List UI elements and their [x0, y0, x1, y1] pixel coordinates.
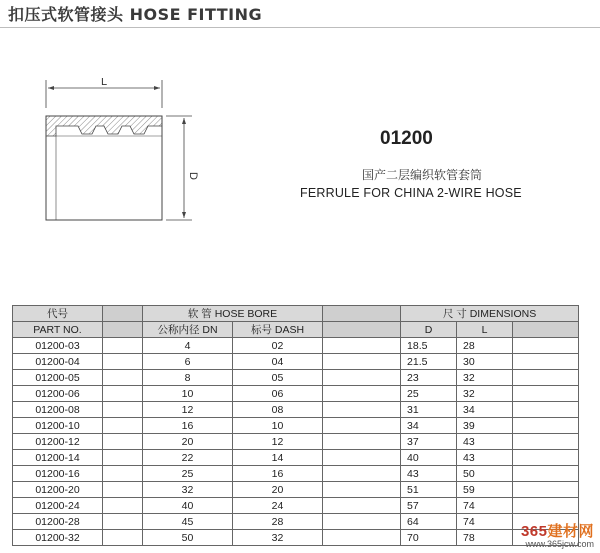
product-name-en: FERRULE FOR CHINA 2-WIRE HOSE	[300, 186, 522, 200]
cell-l: 32	[457, 386, 513, 402]
cell-dash: 20	[233, 482, 323, 498]
watermark-brand: 建材网	[547, 523, 594, 540]
cell-dash: 10	[233, 418, 323, 434]
header-hose-bore: 软 管 HOSE BORE	[143, 306, 323, 322]
header-gap	[103, 306, 143, 322]
header-code-cn: 代号	[13, 306, 103, 322]
cell-dash: 12	[233, 434, 323, 450]
table-row	[13, 418, 579, 434]
cell-part: 01200-24	[13, 498, 103, 514]
cell-part: 01200-10	[13, 418, 103, 434]
cell-part: 01200-06	[13, 386, 103, 402]
cell-part: 01200-20	[13, 482, 103, 498]
length-label: L	[100, 78, 108, 88]
cell-part: 01200-12	[13, 434, 103, 450]
cell-dn: 6	[143, 354, 233, 370]
cell-dn: 32	[143, 482, 233, 498]
ferrule-drawing	[20, 78, 200, 228]
cell-d: 51	[401, 482, 457, 498]
cell-dn: 25	[143, 466, 233, 482]
table-row	[13, 466, 579, 482]
cell-dash: 02	[233, 338, 323, 354]
table-row	[13, 386, 579, 402]
cell-l: 74	[457, 498, 513, 514]
header-part-no: PART NO.	[13, 322, 103, 338]
cell-d: 37	[401, 434, 457, 450]
cell-d: 43	[401, 466, 457, 482]
cell-part: 01200-14	[13, 450, 103, 466]
header-dn: 公称内径 DN	[143, 322, 233, 338]
cell-d: 23	[401, 370, 457, 386]
arrow-d-bottom	[182, 212, 186, 218]
cell-part: 01200-08	[13, 402, 103, 418]
cell-dn: 12	[143, 402, 233, 418]
cell-l: 74	[457, 514, 513, 530]
cell-dn: 10	[143, 386, 233, 402]
table-row	[13, 370, 579, 386]
cell-d: 25	[401, 386, 457, 402]
cell-l: 50	[457, 466, 513, 482]
arrow-l-left	[48, 86, 54, 90]
table-row	[13, 514, 579, 530]
cell-l: 78	[457, 530, 513, 546]
cell-l: 43	[457, 450, 513, 466]
header-gap	[103, 322, 143, 338]
cell-dash: 24	[233, 498, 323, 514]
table-row	[13, 354, 579, 370]
cell-d: 21.5	[401, 354, 457, 370]
header-d: D	[401, 322, 457, 338]
spec-table	[12, 305, 579, 546]
cell-part: 01200-04	[13, 354, 103, 370]
cell-dn: 20	[143, 434, 233, 450]
cell-dash: 08	[233, 402, 323, 418]
cell-dash: 04	[233, 354, 323, 370]
spec-table-body	[13, 338, 579, 546]
cell-part: 01200-03	[13, 338, 103, 354]
diameter-label: D	[187, 172, 199, 180]
cell-part: 01200-05	[13, 370, 103, 386]
cell-d: 34	[401, 418, 457, 434]
watermark-url: www.365jcw.com	[525, 539, 594, 549]
cell-l: 34	[457, 402, 513, 418]
cell-d: 64	[401, 514, 457, 530]
cell-l: 30	[457, 354, 513, 370]
product-name-cn: 国产二层编织软管套筒	[362, 168, 483, 182]
cell-dash: 32	[233, 530, 323, 546]
table-row	[13, 498, 579, 514]
cell-part: 01200-28	[13, 514, 103, 530]
cell-dash: 28	[233, 514, 323, 530]
header-gap	[323, 322, 401, 338]
cell-dn: 16	[143, 418, 233, 434]
cell-d: 70	[401, 530, 457, 546]
cell-dash: 14	[233, 450, 323, 466]
table-row	[13, 482, 579, 498]
arrow-d-top	[182, 118, 186, 124]
arrow-l-right	[154, 86, 160, 90]
cell-l: 32	[457, 370, 513, 386]
header-gap	[513, 322, 579, 338]
cell-l: 28	[457, 338, 513, 354]
header-l: L	[457, 322, 513, 338]
cell-dn: 22	[143, 450, 233, 466]
cell-d: 18.5	[401, 338, 457, 354]
table-row	[13, 434, 579, 450]
product-code: 01200	[380, 128, 433, 149]
cell-part: 01200-32	[13, 530, 103, 546]
table-row	[13, 402, 579, 418]
cell-dn: 50	[143, 530, 233, 546]
cell-part: 01200-16	[13, 466, 103, 482]
cell-d: 40	[401, 450, 457, 466]
cell-d: 57	[401, 498, 457, 514]
cell-dash: 05	[233, 370, 323, 386]
table-row	[13, 530, 579, 546]
cell-dn: 4	[143, 338, 233, 354]
watermark-logo	[521, 520, 594, 549]
cell-l: 39	[457, 418, 513, 434]
cell-l: 43	[457, 434, 513, 450]
header-gap	[323, 306, 401, 322]
cell-dash: 06	[233, 386, 323, 402]
header-dash: 标号 DASH	[233, 322, 323, 338]
cell-dn: 8	[143, 370, 233, 386]
cell-d: 31	[401, 402, 457, 418]
cell-dn: 45	[143, 514, 233, 530]
cell-dn: 40	[143, 498, 233, 514]
cell-dash: 16	[233, 466, 323, 482]
header-divider	[0, 27, 600, 28]
header-dimensions: 尺 寸 DIMENSIONS	[401, 306, 579, 322]
cell-l: 59	[457, 482, 513, 498]
table-row	[13, 338, 579, 354]
page-title: 扣压式软管接头 HOSE FITTING	[8, 5, 263, 24]
table-row	[13, 450, 579, 466]
watermark-number: 365	[520, 523, 548, 540]
